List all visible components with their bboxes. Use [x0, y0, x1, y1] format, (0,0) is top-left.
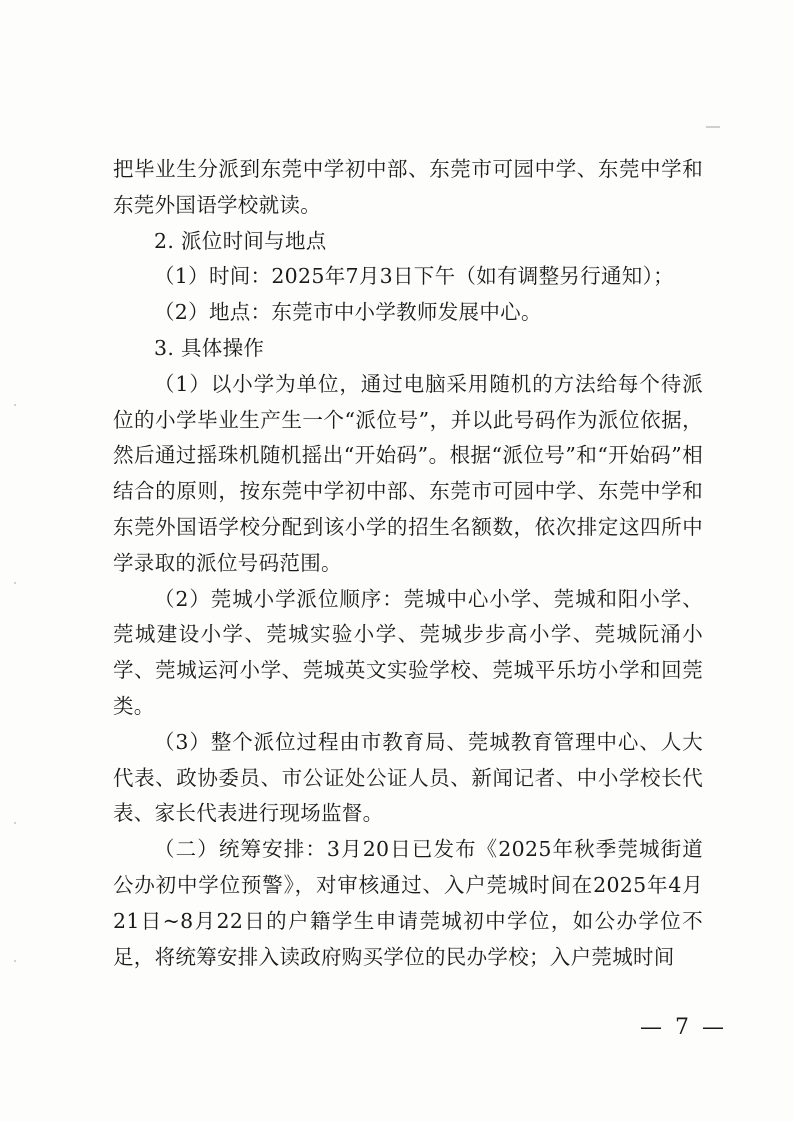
item-operation-3: （3）整个派位过程由市教育局、莞城教育管理中心、人大代表、政协委员、市公证处公证人员、新闻记者、中小学校长代表、家长代表进行现场监督。 [113, 729, 703, 826]
page-number: — 7 — [640, 1015, 727, 1040]
scan-edge-mark [14, 582, 16, 584]
item-time: （1）时间：2025年7月3日下午（如有调整另行通知）； [154, 264, 674, 289]
section-heading-dispatch-time-place: 2. 派位时间与地点 [154, 228, 327, 253]
scan-edge-mark [14, 822, 16, 824]
scan-edge-mark [14, 960, 16, 962]
section-heading-specific-operation: 3. 具体操作 [154, 335, 265, 360]
item-operation-2: （2）莞城小学派位顺序：莞城中心小学、莞城和阳小学、莞城建设小学、莞城实验小学、莞城步步高小学、莞城阮涌小学、莞城运河小学、莞城英文实验学校、莞城平乐坊小学和回莞类。 [113, 586, 703, 718]
item-operation-1: （1）以小学为单位，通过电脑采用随机的方法给每个待派位的小学毕业生产生一个“派位号”，并以此号码作为派位依据，然后通过摇珠机随机摇出“开始码”。根据“派位号”和“开始码”相结合的原则，按东莞中学初中部、东莞市可园中学、东莞中学和东莞外国语学校分配到该小学的招生名额数，依次排定这四所中学录取的派位号码范围。 [113, 371, 703, 575]
scan-edge-mark [14, 404, 16, 406]
document-body [113, 152, 703, 975]
section-overall-arrangement: （二）统筹安排：3月20日已发布《2025年秋季莞城街道公办初中学位预警》，对审核通过、入户莞城时间在2025年4月21日~8月22日的户籍学生申请莞城初中学位，如公办学位不足，将统筹安排入读政府购买学位的民办学校；入户莞城时间 [113, 837, 703, 969]
scan-edge-mark [706, 126, 720, 128]
paragraph-continuation: 把毕业生分派到东莞中学初中部、东莞市可园中学、东莞中学和东莞外国语学校就读。 [113, 157, 703, 217]
item-location: （2）地点：东莞市中小学教师发展中心。 [154, 300, 542, 325]
